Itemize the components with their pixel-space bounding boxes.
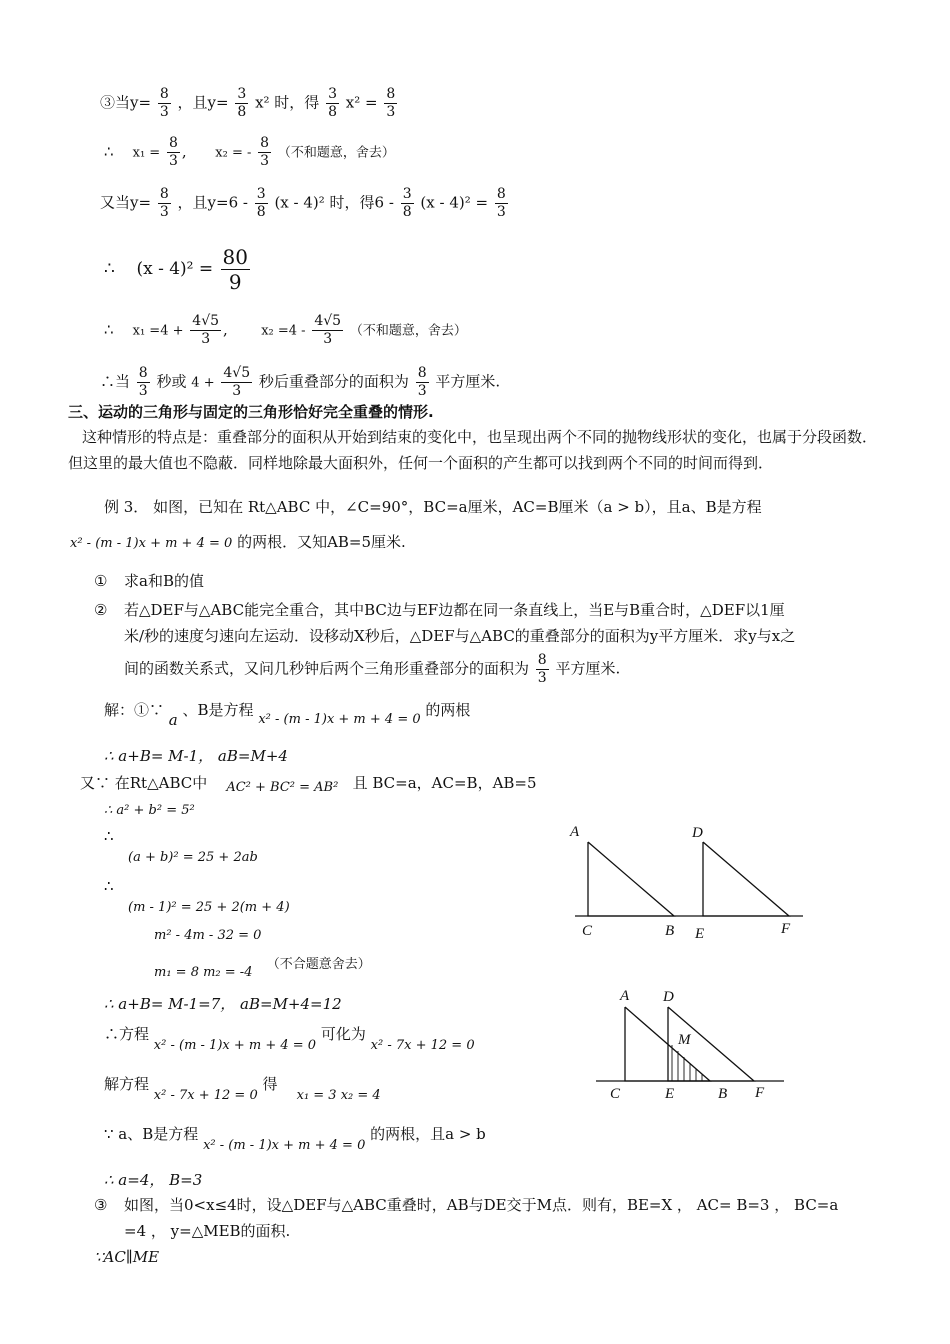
- line-roots-2: ∴ x₁ =4 + $\frac{4√5}{3}$ , x₂ =4 - $\frac{4√5}{3}$ （不和题意，舍去）: [104, 313, 467, 347]
- label-c: C: [582, 923, 593, 939]
- solution-13: ∴ a=4， B=3: [104, 1171, 203, 1189]
- solution-15: ∵AC∥ME: [94, 1248, 160, 1266]
- label-b: B: [718, 1086, 728, 1102]
- question-2-cont: 米/秒的速度匀速向左运动．设移动X秒后，△DEF与△ABC的重叠部分的面积为y平方厘米．求y与x之: [124, 627, 796, 645]
- label-f: F: [781, 921, 791, 937]
- line-case-again: 又当y= $\frac{8}{3}$ ，且y=6 - $\frac{3}{8}$ (x - 4)² 时，得6 - $\frac{3}{8}$ (x - 4)² = $\frac{8}{3}$: [100, 186, 506, 220]
- solution-2: ∴ a+B= M-1， aB=M+4: [104, 747, 288, 765]
- question-2: ② 若△DEF与△ABC能完全重合，其中BC边与EF边都在同一条直线上，当E与B重合时，△DEF以1厘: [94, 601, 785, 619]
- label-e: E: [695, 926, 705, 942]
- solution-12: ∵ a、B是方程 x² - (m - 1)x + m + 4 = 0 的两根，且a > b: [104, 1125, 486, 1153]
- label-c: C: [610, 1086, 621, 1102]
- solution-8: m₁ = 8 m₂ = -4 （不合题意舍去）: [154, 957, 371, 980]
- figure-1: [565, 820, 805, 945]
- label-f: F: [755, 1085, 765, 1101]
- triangle-abc: [588, 842, 674, 916]
- solution-11: 解方程 x² - 7x + 12 = 0 得 x₁ = 3 x₂ = 4: [104, 1075, 381, 1103]
- label-d: D: [692, 825, 703, 841]
- line-case3: ③当y= $\frac{8}{3}$ ，且y= $\frac{3}{8}$ x² 时，得 $\frac{3}{8}$ x² = $\frac{8}{3}$: [100, 86, 396, 120]
- section-heading: 三、运动的三角形与固定的三角形恰好完全重叠的情形.: [68, 403, 434, 421]
- overlap-hatch: [672, 1045, 702, 1081]
- question-2-cont2: 间的函数关系式，又问几秒钟后两个三角形重叠部分的面积为 $\frac{8}{3}$ 平方厘米.: [124, 652, 621, 686]
- label-a: A: [570, 824, 580, 840]
- solution-10: ∴方程 x² - (m - 1)x + m + 4 = 0 可化为 x² - 7x + 12 = 0: [104, 1025, 475, 1053]
- triangle-def: [703, 842, 789, 916]
- section-intro: 这种情形的特点是：重叠部分的面积从开始到结束的变化中，也呈现出两个不同的抛物线形状的变化，也属于分段函数．但这里的最大值也不隐蔽．同样地除最大面积外，任何一个面积的产生都可以找到两个不同的时间而得到．: [68, 428, 878, 472]
- solution-5: ∴ (a + b)² = 25 + 2ab: [104, 827, 258, 865]
- label-d: D: [663, 989, 674, 1005]
- solution-1: 解：①∵ a 、B是方程 x² - (m - 1)x + m + 4 = 0 的两根: [104, 701, 471, 729]
- example-line-1: 例 3． 如图，已知在 Rt△ABC 中，∠C=90°，BC=a厘米，AC=B厘米（a > b），且a、B是方程: [104, 498, 762, 516]
- label-b: B: [665, 923, 675, 939]
- solution-4: ∴ a² + b² = 5²: [104, 803, 195, 818]
- label-a: A: [620, 988, 630, 1004]
- line-conclusion-1: ∴当 $\frac{8}{3}$ 秒或 4 + $\frac{4√5}{3}$ 秒后重叠部分的面积为 $\frac{8}{3}$ 平方厘米.: [100, 365, 501, 399]
- solution-14-cont: =4 ， y=△MEB的面积.: [124, 1222, 291, 1240]
- solution-6: ∴ (m - 1)² = 25 + 2(m + 4): [104, 877, 290, 915]
- label-e: E: [665, 1086, 675, 1102]
- solution-9: ∴ a+B= M-1=7， aB=M+4=12: [104, 995, 342, 1013]
- example-line-2: x² - (m - 1)x + m + 4 = 0 的两根．又知AB=5厘米.: [70, 533, 406, 551]
- line-roots-1: ∴ x₁ = $\frac{8}{3}$ , x₂ = - $\frac{8}{3}$ （不和题意，舍去）: [104, 135, 395, 169]
- figure-2: [590, 985, 790, 1110]
- line-square-eq: ∴ (x - 4)² = $\frac{80}{9}$: [104, 245, 248, 294]
- solution-7: m² - 4m - 32 = 0: [154, 928, 262, 943]
- label-m: M: [678, 1032, 691, 1048]
- solution-3: 又∵ 在Rt△ABC中 AC² + BC² = AB² 且 BC=a，AC=B，AB=5: [80, 774, 537, 795]
- solution-14: ③ 如图，当0<x≤4时，设△DEF与△ABC重叠时，AB与DE交于M点．则有，BE=X ， AC= B=3 ， BC=a: [94, 1196, 839, 1214]
- question-1: ① 求a和B的值: [94, 572, 204, 590]
